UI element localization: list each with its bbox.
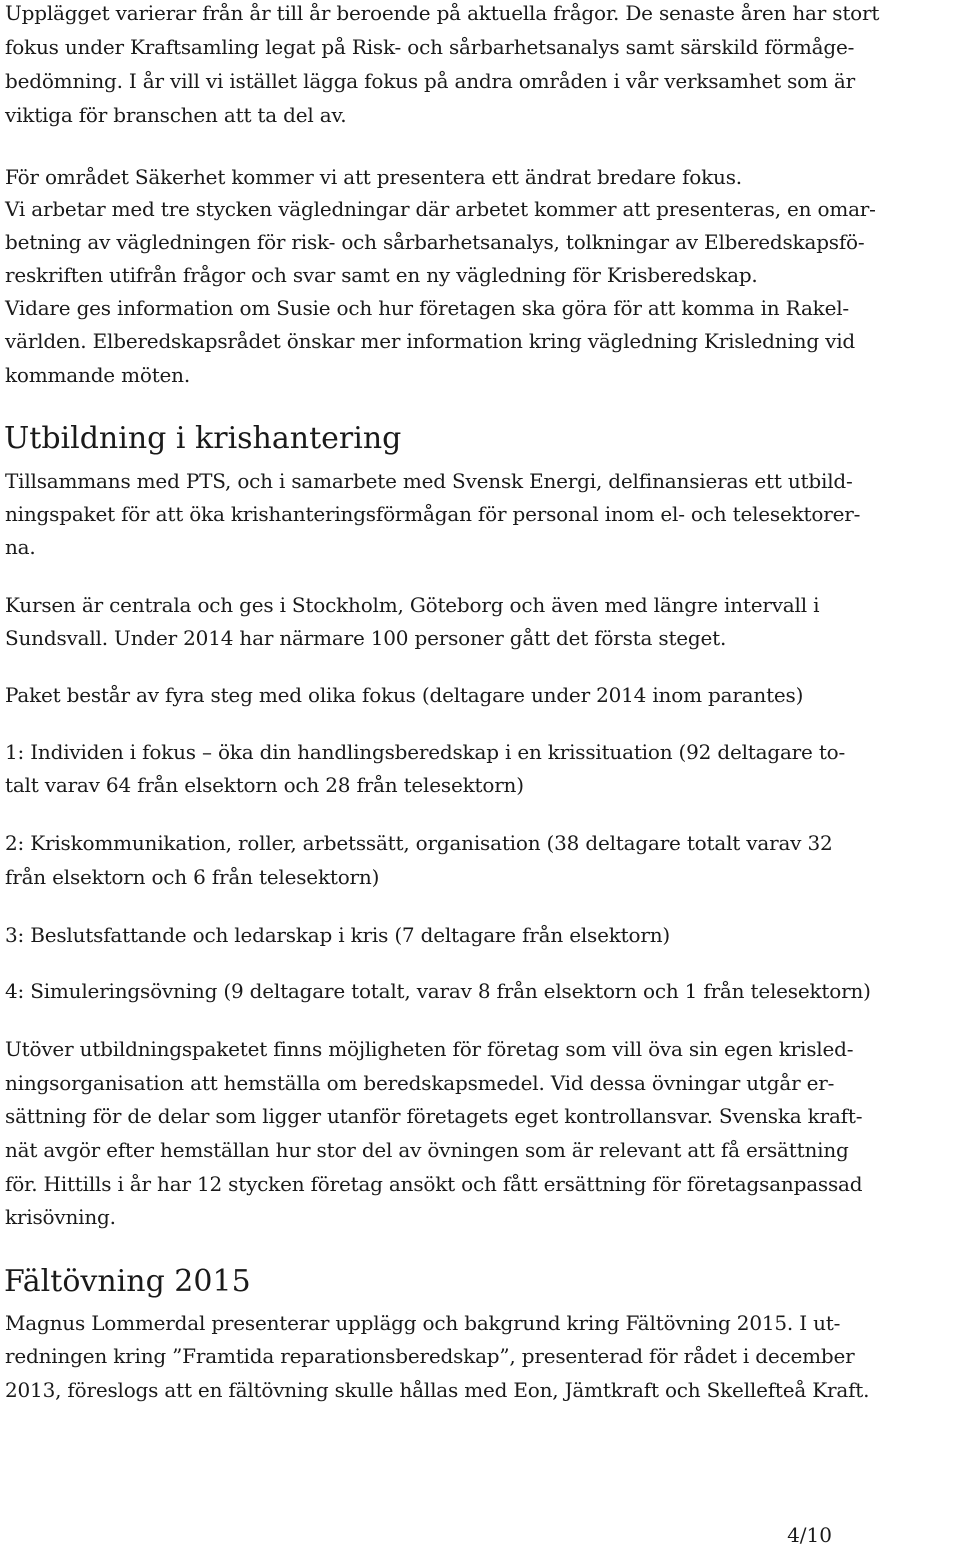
paragraph-line: Vi arbetar med tre stycken vägledningar där arbetet kommer att presenteras, en omar- bbox=[5, 197, 876, 221]
paragraph-line: för. Hittills i år har 12 stycken företag ansökt och fått ersättning för företagsanpassad bbox=[5, 1172, 863, 1196]
paragraph-line: 2013, föreslogs att en fältövning skulle hållas med Eon, Jämtkraft och Skellefteå Kraft. bbox=[5, 1378, 870, 1402]
paragraph-line: krisövning. bbox=[5, 1205, 116, 1229]
paragraph-line: världen. Elberedskapsrådet önskar mer information kring vägledning Krisledning vid bbox=[5, 329, 855, 353]
paragraph-line: ningspaket för att öka krishanteringsförmågan för personal inom el- och telesektorer- bbox=[5, 502, 861, 526]
step-line: 1: Individen i fokus – öka din handlingsberedskap i en krissituation (92 deltagare to- bbox=[5, 740, 846, 764]
step-line: talt varav 64 från elsektorn och 28 från telesektorn) bbox=[5, 773, 524, 797]
paragraph-line: viktiga för branschen att ta del av. bbox=[5, 103, 347, 127]
paragraph-line: nät avgör efter hemställan hur stor del av övningen som är relevant att få ersättning bbox=[5, 1138, 849, 1162]
section-heading: Utbildning i krishantering bbox=[4, 421, 402, 456]
step-line: 4: Simuleringsövning (9 deltagare totalt, varav 8 från elsektorn och 1 från telesektorn) bbox=[5, 979, 871, 1003]
paragraph-line: Tillsammans med PTS, och i samarbete med Svensk Energi, delfinansieras ett utbild- bbox=[5, 469, 853, 493]
paragraph-line: reskriften utifrån frågor och svar samt en ny vägledning för Krisberedskap. bbox=[5, 263, 758, 287]
paragraph-line: Utöver utbildningspaketet finns möjligheten för företag som vill öva sin egen krisled- bbox=[5, 1037, 854, 1061]
paragraph-line: fokus under Kraftsamling legat på Risk- och sårbarhetsanalys samt särskild förmåge- bbox=[5, 35, 855, 59]
paragraph-line: För området Säkerhet kommer vi att presentera ett ändrat bredare fokus. bbox=[5, 165, 742, 189]
step-line: från elsektorn och 6 från telesektorn) bbox=[5, 865, 380, 889]
paragraph-line: Sundsvall. Under 2014 har närmare 100 personer gått det första steget. bbox=[5, 626, 727, 650]
paragraph-line: Magnus Lommerdal presenterar upplägg och bakgrund kring Fältövning 2015. I ut- bbox=[5, 1311, 841, 1335]
step-line: 3: Beslutsfattande och ledarskap i kris (7 deltagare från elsektorn) bbox=[5, 923, 670, 947]
paragraph-line: na. bbox=[5, 535, 36, 559]
step-line: 2: Kriskommunikation, roller, arbetssätt, organisation (38 deltagare totalt varav 32 bbox=[5, 831, 833, 855]
paragraph-line: Kursen är centrala och ges i Stockholm, Göteborg och även med längre intervall i bbox=[5, 593, 820, 617]
paragraph-line: sättning för de delar som ligger utanför företagets eget kontrollansvar. Svenska kraft- bbox=[5, 1104, 863, 1128]
paragraph-line: ningsorganisation att hemställa om beredskapsmedel. Vid dessa övningar utgår er- bbox=[5, 1071, 835, 1095]
paragraph-line: betning av vägledningen för risk- och sårbarhetsanalys, tolkningar av Elberedskapsfö- bbox=[5, 230, 865, 254]
page-number: 4/10 bbox=[787, 1523, 832, 1547]
paragraph-line: Paket består av fyra steg med olika fokus (deltagare under 2014 inom parantes) bbox=[5, 683, 804, 707]
paragraph-line: bedömning. I år vill vi istället lägga fokus på andra områden i vår verksamhet som är bbox=[5, 69, 856, 93]
paragraph-line: Upplägget varierar från år till år beroende på aktuella frågor. De senaste åren har stort bbox=[5, 1, 880, 25]
section-heading: Fältövning 2015 bbox=[4, 1264, 251, 1299]
paragraph-line: kommande möten. bbox=[5, 363, 191, 387]
paragraph-line: Vidare ges information om Susie och hur företagen ska göra för att komma in Rakel- bbox=[5, 296, 849, 320]
paragraph-line: redningen kring ”Framtida reparationsberedskap”, presenterad för rådet i december bbox=[5, 1344, 855, 1368]
